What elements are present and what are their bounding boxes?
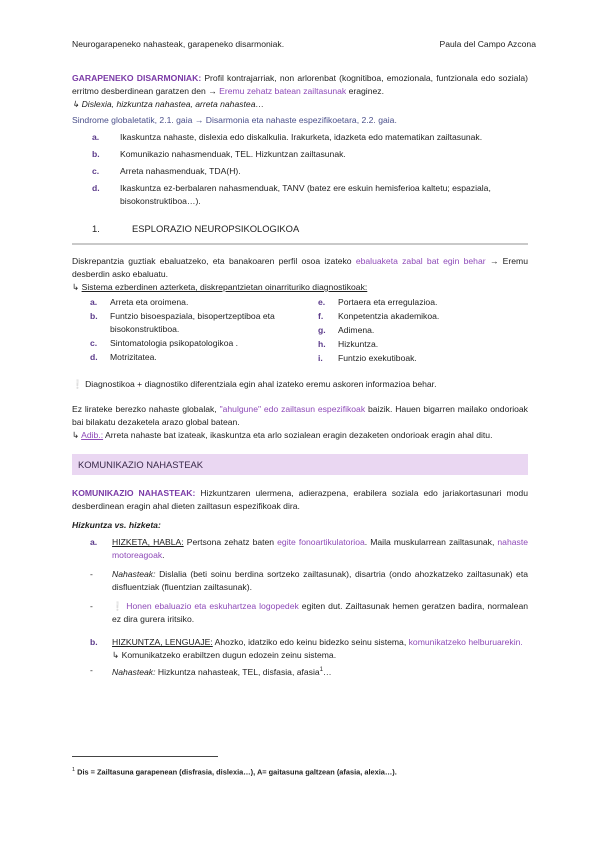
footnote-ref[interactable]: 1 xyxy=(319,667,323,673)
intro-text: Profil kontrajarriak, non arlorenbat (kognitiboa, emozionala, funtzionala edo soziala) erritmo desberdinean garatzen den → xyxy=(72,73,528,96)
header-author: Paula del Campo Azcona xyxy=(439,39,536,49)
footnote: $^1$ Dis = Zailtasuna garapenean (disfrasia, dislexia…), A= gaitasuna galtzean (afasia, alexia…). xyxy=(72,767,397,777)
evaluation-areas xyxy=(72,296,528,366)
section-band-communication: KOMUNIKAZIO NAHASTEAK xyxy=(72,454,528,475)
list-item: d. Motrizitatea. xyxy=(90,352,157,362)
disharmony-types-list xyxy=(72,131,528,208)
exclamation-icon: ❕ xyxy=(112,601,124,611)
section1-paragraph: Diskrepantzia guztiak ebaluatzeko, eta banakoaren perfil osoa izateko ebaluaketa zabal bat egin behar → Eremu desberdin asko ebaluatu. xyxy=(72,256,528,279)
list-item: h. Hizkuntza. xyxy=(318,339,379,349)
language-vs-speech-subhead: Hizkuntza vs. hizketa: xyxy=(72,520,161,530)
page-content xyxy=(72,72,528,679)
exclamation-icon: ❕ xyxy=(72,379,83,389)
page-header xyxy=(72,38,536,51)
speech-item: a. HIZKETA, HABLA: Pertsona zehatz baten egite fonoartikulatorioa. Maila muskularrean zailtasunak, nahaste motoreagoak. xyxy=(90,537,528,560)
intro-arrow-note: ↳ Dislexia, hizkuntza nahastea, arreta nahastea… xyxy=(72,99,265,109)
speech-disorders: - Nahasteak: Dislalia (beti soinu berdina sortzeko zailtasunak), disartria (ondo ahozkatzeko zailtasunak) eta disfluentziak (fluentzian zailtasunak). xyxy=(90,569,528,592)
list-item: b. Funtzio bisoespaziala, bisopertzeptiboa eta bisokonstruktiboa. xyxy=(90,311,275,334)
language-item: b. HIZKUNTZA, LENGUAJE: Ahozko, idatziko edo keinu bidezko seinu sistema, komunikatzeko helburuarekin. ↳ Komunikatzeko erabiltzen dugun edozein zeinu sistema. xyxy=(90,637,523,660)
list-item: c. Sintomatologia psikopatologikoa . xyxy=(90,338,239,348)
intro-term: GARAPENEKO DISARMONIAK: xyxy=(72,73,202,83)
list-item: i. Funtzio exekutiboak. xyxy=(318,353,417,363)
list-item: f. Konpetentzia akademikoa. xyxy=(318,311,440,321)
list-item: g. Adimena. xyxy=(318,325,375,335)
intro-paragraph xyxy=(72,72,528,98)
example-paragraph: ↳ Adib.: Arreta nahaste bat izateak, ikaskuntza eta arlo sozialean eragin dezaketen ondorioak eragin ahal ditu. xyxy=(72,430,493,440)
syndrome-line: Sindrome globaletatik, 2.1. gaia → Disarmonia eta nahaste espezifikoetara, 2.2. gaia. xyxy=(72,115,397,125)
speech-evaluation-note: - ❕ Honen ebaluazio eta eskuhartzea logopedek egiten dut. Zailtasunak hemen geratzen badira, normalean ez dira gurera iritsiko. xyxy=(90,601,529,624)
section-heading-1: 1. ESPLORAZIO NEUROPSIKOLOGIKOA xyxy=(92,223,300,234)
list-item: b. Komunikazio nahasmenduak, TEL. Hizkuntzan zailtasunak. xyxy=(92,149,346,159)
weakness-paragraph: Ez lirateke berezko nahaste globalak, "ahulgune" edo zailtasun espezifikoak baizik. Hauen bigarren mailako ondorioak bai bilakatu dezaketela arazo global batean. xyxy=(72,404,528,427)
list-item: a. Arreta eta oroimena. xyxy=(90,297,189,307)
diagnostic-basis: ↳ Sistema ezberdinen azterketa, diskrepantzietan oinarrituriko diagnostikoak: xyxy=(72,282,368,292)
list-item: a. Ikaskuntza nahaste, dislexia edo diskalkulia. Irakurketa, idazketa edo matematikan zailtasunak. xyxy=(92,132,483,142)
intro-text-end: eraginez. xyxy=(346,86,384,96)
section-divider xyxy=(72,243,528,245)
list-item: e. Portaera eta erregulazioa. xyxy=(318,297,438,307)
header-title: Neurogarapeneko nahasteak, garapeneko disarmoniak. xyxy=(72,39,285,49)
list-item: d. Ikaskuntza ez-berbalaren nahasmenduak, TANV (batez ere eskuin hemisferioa kaltetu; espaziala, bisokonstruktiboa…). xyxy=(92,183,491,206)
language-disorders: - Nahasteak: Hizkuntza nahasteak, TEL, disfasia, afasia$^1$… xyxy=(90,665,332,677)
list-item: c. Arreta nahasmenduak, TDA(H). xyxy=(92,166,241,176)
evaluation-areas-left xyxy=(72,296,300,366)
diagnosis-note: ❕ Diagnostikoa + diagnostiko diferentziala egin ahal izateko eremu askoren informazioa behar. xyxy=(72,379,437,389)
communication-definition: KOMUNIKAZIO NAHASTEAK: Hizkuntzaren ulermena, adierazpena, erabilera soziala edo jariakortasunari modu desberdinean eragin ahal dieten zailtasun espezifikoak dira. xyxy=(72,488,528,511)
intro-highlight: Eremu zehatz batean zailtasunak xyxy=(219,86,347,96)
footnote-divider xyxy=(72,756,218,757)
evaluation-areas-right xyxy=(300,296,528,366)
